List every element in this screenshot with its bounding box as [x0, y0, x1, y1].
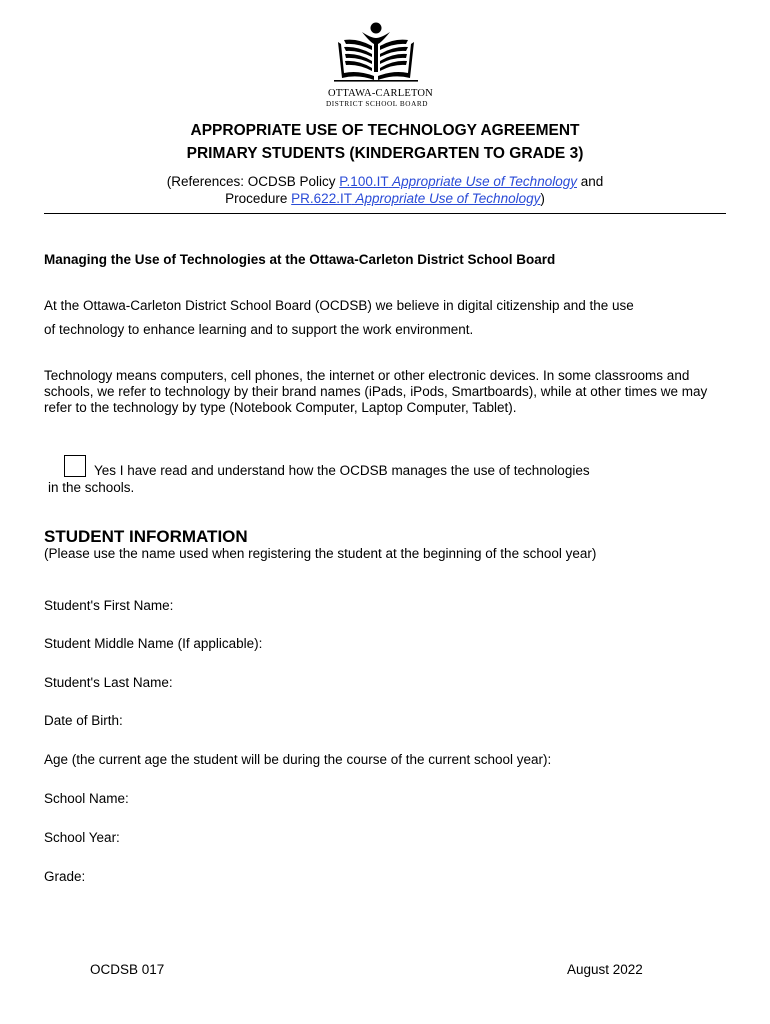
procedure-code: PR.622.IT — [291, 191, 352, 206]
footer-date: August 2022 — [567, 962, 643, 977]
references-mid: and — [576, 174, 604, 189]
title-line1: APPROPRIATE USE OF TECHNOLOGY AGREEMENT — [190, 122, 580, 139]
references-line2 — [0, 191, 770, 206]
footer-form-code: OCDSB 017 — [90, 962, 165, 977]
last-name-label: Student's Last Name: — [44, 675, 173, 690]
managing-heading: Managing the Use of Technologies at the Ottawa-Carleton District School Board — [44, 252, 556, 267]
age-label: Age (the current age the student will be during the course of the current school year): — [44, 752, 552, 767]
book-person-logo-icon — [318, 20, 434, 88]
header-divider — [44, 213, 726, 214]
checkbox-label-line1: Yes I have read and understand how the OCDSB manages the use of technologies — [94, 463, 590, 478]
references-suffix: ) — [540, 191, 545, 206]
policy-title: Appropriate Use of Technology — [392, 174, 577, 189]
grade-label: Grade: — [44, 869, 86, 884]
title-line2: PRIMARY STUDENTS (KINDERGARTEN TO GRADE 3) — [186, 145, 584, 162]
first-name-label: Student's First Name: — [44, 598, 174, 613]
managing-paragraph1-line1: At the Ottawa-Carleton District School Board (OCDSB) we believe in digital citizenship and the use — [44, 298, 634, 313]
references-prefix: (References: OCDSB Policy — [166, 174, 340, 189]
agreement-checkbox[interactable] — [64, 455, 86, 477]
procedure-prefix: Procedure — [225, 191, 292, 206]
references-line1 — [0, 174, 770, 189]
logo-text-line2: DISTRICT SCHOOL BOARD — [326, 100, 429, 108]
school-board-logo — [318, 20, 434, 112]
middle-name-label: Student Middle Name (If applicable): — [44, 636, 263, 651]
procedure-link[interactable] — [291, 191, 540, 206]
checkbox-label-line2: in the schools. — [48, 480, 135, 495]
school-year-label: School Year: — [44, 830, 120, 845]
logo-text-line1: OTTAWA-CARLETON — [328, 88, 433, 99]
managing-paragraph2: Technology means computers, cell phones, the internet or other electronic devices. In some classrooms and schools, we refer to technology by their brand names (iPads, iPods, Smartboards), while at other times we may refer to the technology by type (Notebook Computer, Laptop Computer, Tablet). — [44, 368, 708, 415]
date-of-birth-label: Date of Birth: — [44, 713, 123, 728]
policy-code: P.100.IT — [339, 174, 389, 189]
student-info-heading: STUDENT INFORMATION — [44, 527, 248, 546]
procedure-title: Appropriate Use of Technology — [355, 191, 541, 206]
student-info-note: (Please use the name used when registering the student at the beginning of the school year) — [44, 546, 597, 561]
managing-paragraph1-line2: of technology to enhance learning and to support the work environment. — [44, 322, 474, 337]
policy-link[interactable] — [339, 174, 577, 189]
school-name-label: School Name: — [44, 791, 129, 806]
